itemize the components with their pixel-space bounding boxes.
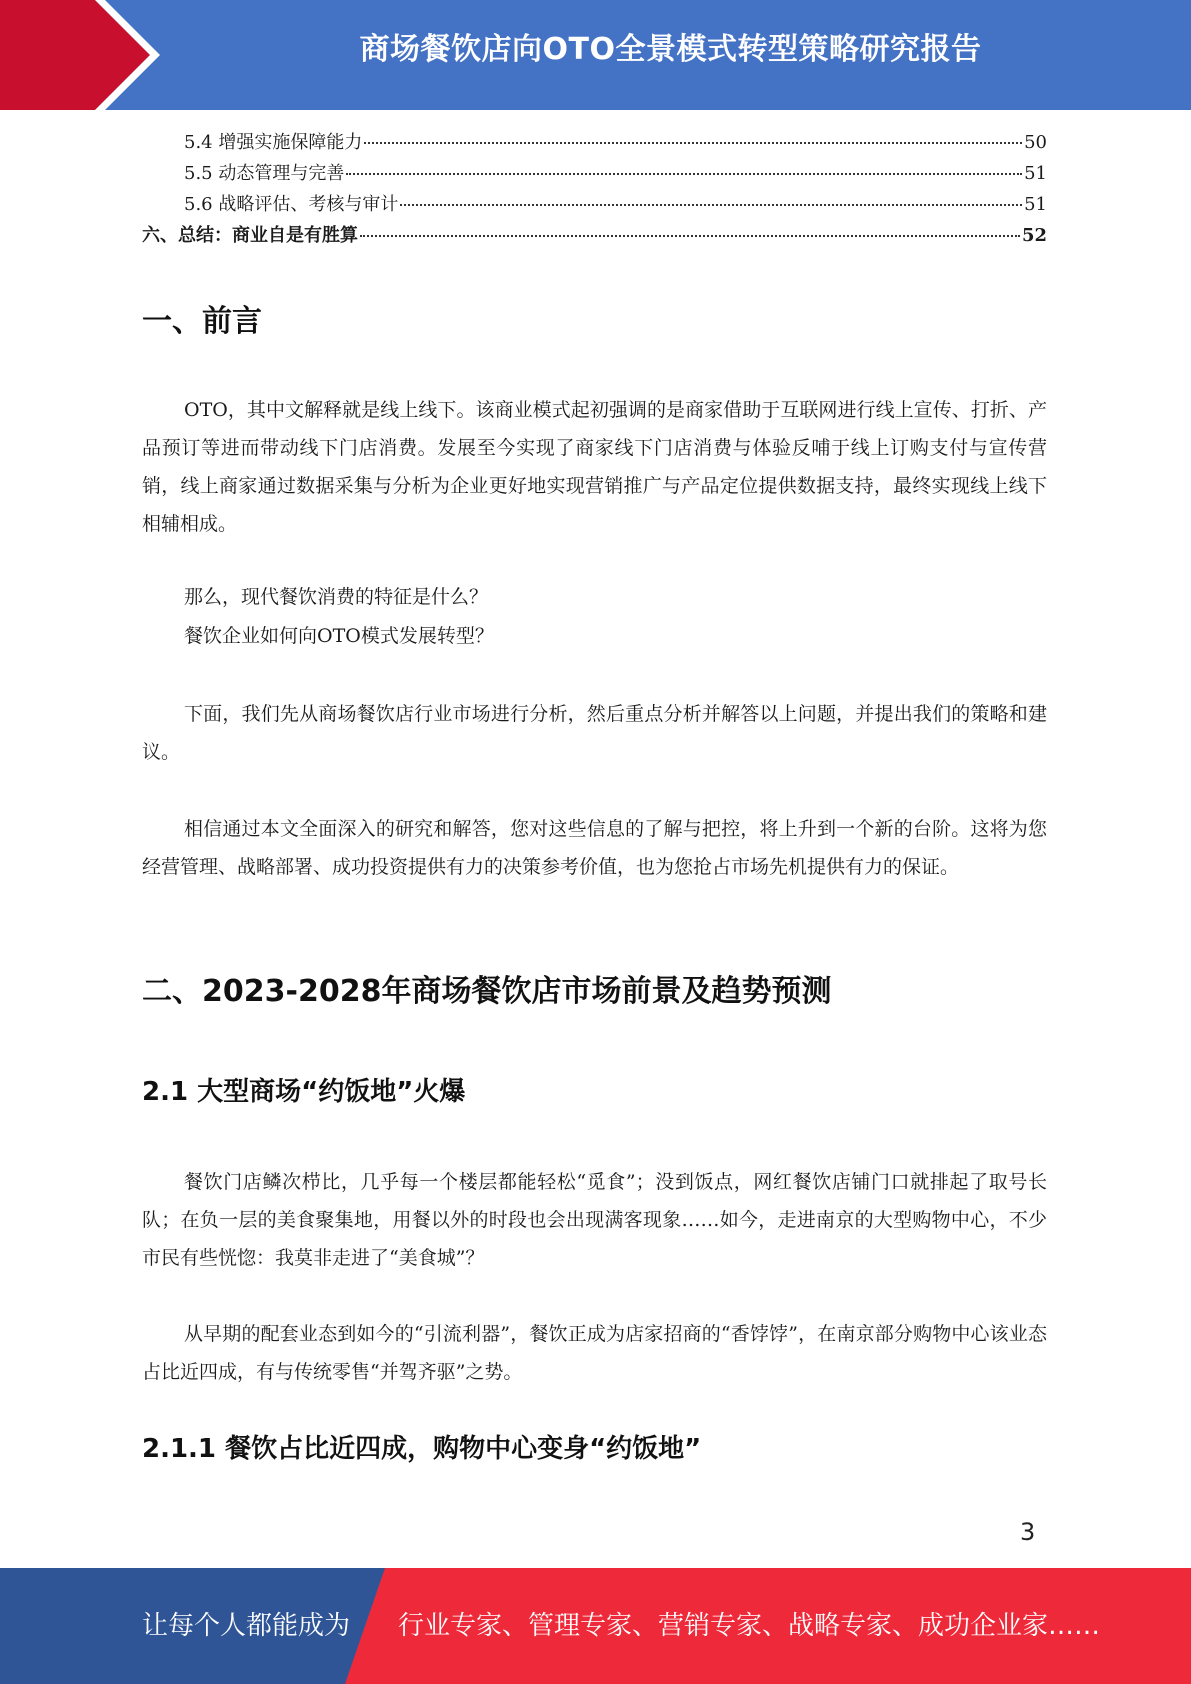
report-title: 商场餐饮店向OTO全景模式转型策略研究报告 — [359, 32, 982, 67]
paragraph-value-statement: 相信通过本文全面深入的研究和解答，您对这些信息的了解与把控，将上升到一个新的台阶。这将为您经营管理、战略部署、成功投资提供有力的决策参考价值，也为您抢占市场先机提供有力的保证。 — [142, 818, 1047, 878]
toc-entry-label: 5.6 战略评估、考核与审计 — [184, 194, 399, 215]
toc-entry-label: 5.4 增强实施保障能力 — [184, 132, 363, 153]
toc-entry[interactable] — [142, 190, 1047, 221]
table-of-contents — [142, 128, 1047, 252]
page-number: 3 — [1020, 1518, 1036, 1546]
toc-entry[interactable] — [142, 128, 1047, 159]
toc-entry[interactable] — [142, 159, 1047, 190]
toc-entry-label: 5.5 动态管理与完善 — [184, 163, 345, 184]
paragraph-analysis-intro: 下面，我们先从商场餐饮店行业市场进行分析，然后重点分析并解答以上问题，并提出我们的策略和建议。 — [142, 703, 1047, 763]
footer-slogan-right: 行业专家、管理专家、营销专家、战略专家、成功企业家…… — [398, 1611, 1101, 1641]
toc-leader-dots — [400, 204, 1022, 206]
toc-leader-dots — [364, 142, 1022, 144]
paragraph-dining-share: 从早期的配套业态到如今的“引流利器”，餐饮正成为店家招商的“香饽饽”，在南京部分购物中心该业态占比近四成，有与传统零售“并驾齐驱”之势。 — [142, 1323, 1047, 1383]
toc-entry[interactable] — [142, 221, 1047, 252]
header-arrow-icon — [0, 0, 160, 110]
question-line-1: 那么，现代餐饮消费的特征是什么？ — [184, 586, 489, 608]
subsection-heading-2-1: 2.1 大型商场“约饭地”火爆 — [142, 1077, 466, 1107]
toc-entry-page: 52 — [1021, 225, 1047, 246]
toc-entry-page: 51 — [1024, 163, 1047, 184]
toc-entry-page: 50 — [1024, 132, 1047, 153]
paragraph-oto-definition: OTO，其中文解释就是线上线下。该商业模式起初强调的是商家借助于互联网进行线上宣传、打折、产品预订等进而带动线下门店消费。发展至今实现了商家线下门店消费与体验反哺于线上订购支付与宣传营销，线上商家通过数据采集与分析为企业更好地实现营销推广与产品定位提供数据支持，最终实现线上线下相辅相成。 — [142, 399, 1047, 535]
toc-leader-dots — [346, 173, 1022, 175]
toc-entry-page: 51 — [1024, 194, 1047, 215]
toc-leader-dots — [360, 235, 1020, 237]
page-footer — [0, 1568, 1191, 1684]
page-header — [0, 0, 1191, 110]
section-heading-market-outlook: 二、2023-2028年商场餐饮店市场前景及趋势预测 — [142, 974, 832, 1009]
section-heading-foreword: 一、前言 — [142, 304, 262, 339]
paragraph-dining-boom: 餐饮门店鳞次栉比，几乎每一个楼层都能轻松“觅食”；没到饭点，网红餐饮店铺门口就排起了取号长队；在负一层的美食聚集地，用餐以外的时段也会出现满客现象……如今，走进南京的大型购物中心，不少市民有些恍惚：我莫非走进了“美食城”？ — [142, 1171, 1047, 1269]
subsection-heading-2-1-1: 2.1.1 餐饮占比近四成，购物中心变身“约饭地” — [142, 1434, 702, 1464]
footer-slogan-left: 让每个人都能成为 — [142, 1611, 351, 1641]
question-line-2: 餐饮企业如何向OTO模式发展转型？ — [184, 625, 494, 647]
toc-entry-label: 六、总结：商业自是有胜算 — [142, 225, 358, 246]
